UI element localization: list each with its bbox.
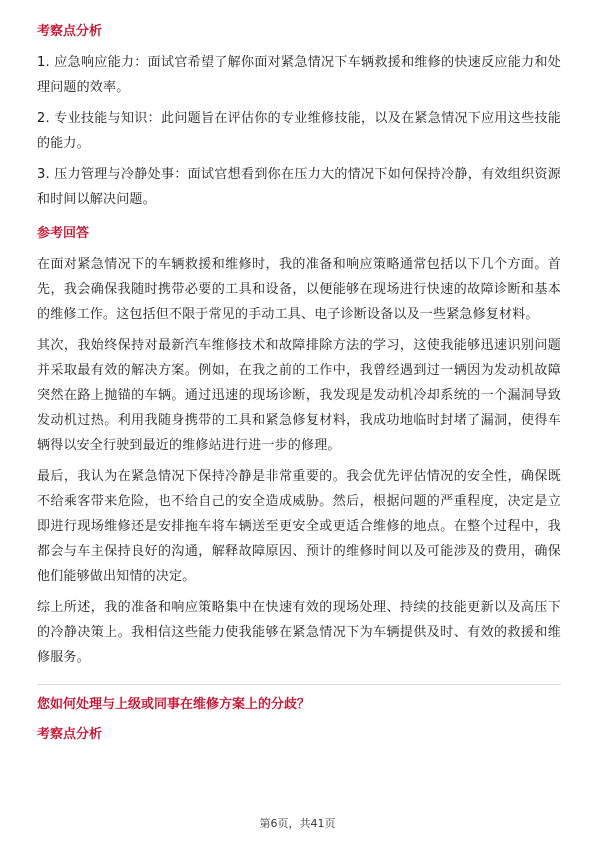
answer-paragraph-2: 其次，我始终保持对最新汽车维修技术和故障排除方法的学习，这使我能够迅速识别问题并采取最有效的解决方案。例如，在我之前的工作中，我曾经遇到过一辆因为发动机故障突然在路上抛锚的车辆。通过迅速的现场诊断，我发现是发动机冷却系统的一个漏洞导致发动机过热。利用我随身携带的工具和紧急修复材料，我成功地临时封堵了漏洞，使得车辆得以安全行驶到最近的维修站进行进一步的修理。 — [37, 338, 561, 453]
section-heading-answer: 参考回答 — [37, 226, 90, 241]
answer-paragraph-4: 综上所述，我的准备和响应策略集中在快速有效的现场处理、持续的技能更新以及高压下的冷静决策上。我相信这些能力使我能够在紧急情况下为车辆提供及时、有效的救援和维修服务。 — [37, 600, 561, 665]
page-number-footer: 第6页，共41页 — [259, 817, 336, 830]
question-divider — [37, 684, 561, 685]
analysis-item-2: 2. 专业技能与知识：此问题旨在评估你的专业维修技能，以及在紧急情况下应用这些技能的能力。 — [37, 111, 561, 151]
page-content — [37, 22, 561, 753]
answer-paragraph-1: 在面对紧急情况下的车辆救援和维修时，我的准备和响应策略通常包括以下几个方面。首先，我会确保我随时携带必要的工具和设备，以便能够在现场进行快速的故障诊断和基本的维修工作。这包括但不限于常见的手动工具、电子诊断设备以及一些紧急修复材料。 — [37, 257, 561, 322]
analysis-item-1: 1. 应急响应能力：面试官希望了解你面对紧急情况下车辆救援和维修的快速反应能力和处理问题的效率。 — [37, 55, 561, 95]
next-question-analysis-heading: 考察点分析 — [37, 727, 103, 742]
answer-paragraph-3: 最后，我认为在紧急情况下保持冷静是非常重要的。我会优先评估情况的安全性，确保既不给乘客带来危险，也不给自己的安全造成威胁。然后，根据问题的严重程度，决定是立即进行现场维修还是安排拖车将车辆送至更安全或更适合维修的地点。在整个过程中，我都会与车主保持良好的沟通，解释故障原因、预计的维修时间以及可能涉及的费用，确保他们能够做出知情的决定。 — [37, 469, 561, 584]
section-heading-analysis: 考察点分析 — [37, 24, 103, 39]
next-question-title: 您如何处理与上级或同事在维修方案上的分歧？ — [37, 697, 311, 712]
analysis-item-3: 3. 压力管理与冷静处事：面试官想看到你在压力大的情况下如何保持冷静，有效组织资源和时间以解决问题。 — [37, 167, 561, 207]
